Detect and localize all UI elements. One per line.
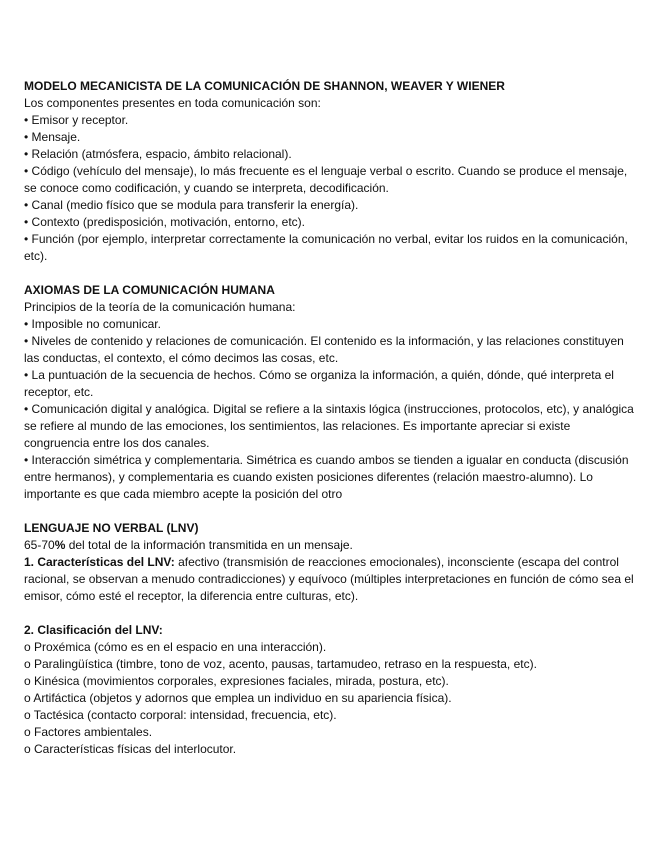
- section-heading: LENGUAJE NO VERBAL (LNV): [24, 521, 199, 535]
- section-shannon-model: [24, 78, 636, 265]
- list-item: o Características físicas del interlocutor.: [24, 742, 237, 756]
- section-heading: MODELO MECANICISTA DE LA COMUNICACIÓN DE SHANNON, WEAVER Y WIENER: [24, 79, 505, 93]
- document-page: [24, 78, 636, 758]
- list-item: o Kinésica (movimientos corporales, expresiones faciales, mirada, postura, etc).: [24, 674, 449, 688]
- percentage-text: del total de la información transmitida en un mensaje.: [65, 538, 353, 552]
- section-heading: AXIOMAS DE LA COMUNICACIÓN HUMANA: [24, 283, 275, 297]
- percentage-line: [24, 537, 636, 554]
- list-item: • Imposible no comunicar.: [24, 317, 161, 331]
- list-item: o Tactésica (contacto corporal: intensidad, frecuencia, etc).: [24, 708, 337, 722]
- list-item: • Canal (medio físico que se modula para transferir la energía).: [24, 198, 359, 212]
- list-item: o Paralingüística (timbre, tono de voz, acento, pausas, tartamudeo, retraso en la respuesta, etc).: [24, 657, 537, 671]
- section-classification: [24, 622, 636, 758]
- section-intro: Principios de la teoría de la comunicación humana:: [24, 300, 296, 314]
- list-item: • Emisor y receptor.: [24, 113, 129, 127]
- list-item: • La puntuación de la secuencia de hechos. Cómo se organiza la información, a quién, dónde, qué interpreta el receptor, etc.: [24, 368, 614, 399]
- list-item: • Código (vehículo del mensaje), lo más frecuente es el lenguaje verbal o escrito. Cuando se produce el mensaje, se conoce como codificación, y cuando se interpreta, decodificación.: [24, 164, 628, 195]
- list-item: • Mensaje.: [24, 130, 81, 144]
- section-nonverbal-language: [24, 520, 636, 605]
- list-item: • Contexto (predisposición, motivación, entorno, etc).: [24, 215, 306, 229]
- section-heading: 2. Clasificación del LNV:: [24, 623, 163, 637]
- list-item: o Artifáctica (objetos y adornos que emplea un individuo en su apariencia física).: [24, 691, 452, 705]
- list-item: o Factores ambientales.: [24, 725, 153, 739]
- list-item: • Función (por ejemplo, interpretar correctamente la comunicación no verbal, evitar los ruidos en la comunicación, etc).: [24, 232, 628, 263]
- list-item: • Niveles de contenido y relaciones de comunicación. El contenido es la información, y las relaciones constituyen las conductas, el contexto, el cómo decimos las cosas, etc.: [24, 334, 624, 365]
- list-item: • Comunicación digital y analógica. Digital se refiere a la sintaxis lógica (instrucciones, protocolos, etc), y analógica se refiere al mundo de las emociones, los sentimientos, las relaciones. Es importante apreciar si existe congruencia entre los dos canales.: [24, 402, 634, 450]
- percentage-symbol: %: [54, 538, 66, 552]
- list-item: • Relación (atmósfera, espacio, ámbito relacional).: [24, 147, 292, 161]
- characteristics-paragraph: [24, 554, 636, 605]
- list-item: • Interacción simétrica y complementaria. Simétrica es cuando ambos se tienden a igualar en conducta (discusión entre hermanos), y complementaria es cuando existen posiciones diferentes (relación maestro-alumno). Lo importante es que cada miembro acepte la posición del otro: [24, 453, 629, 501]
- characteristics-text: afectivo (transmisión de reacciones emocionales), inconsciente (escapa del control racional, se observan a menudo contradicciones) y equívoco (múltiples interpretaciones en función de cómo sea el emisor, cómo esté el receptor, la diferencia entre culturas, etc).: [24, 555, 634, 603]
- section-axioms: [24, 282, 636, 503]
- characteristics-label: 1. Características del LNV:: [24, 555, 175, 569]
- percentage-value: 65-70: [24, 538, 55, 552]
- section-intro: Los componentes presentes en toda comunicación son:: [24, 96, 321, 110]
- list-item: o Proxémica (cómo es en el espacio en una interacción).: [24, 640, 327, 654]
